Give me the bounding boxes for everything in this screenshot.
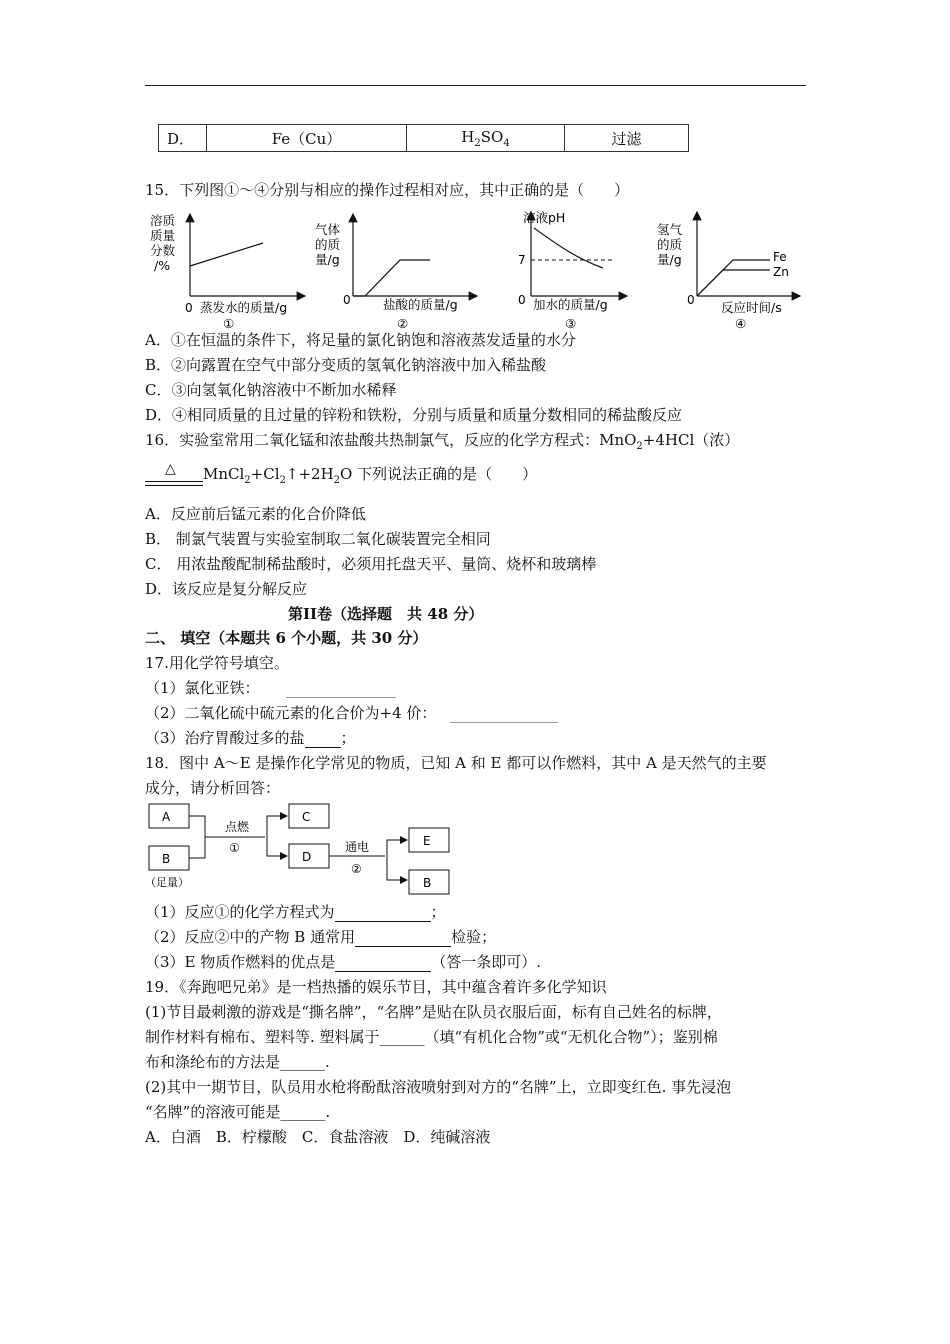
graph-4 xyxy=(657,212,800,331)
g1-origin: 0 xyxy=(185,301,193,315)
option-label: D． xyxy=(159,125,207,152)
g4-ylabel-2: 的质 xyxy=(657,237,683,252)
g3-ylabel: 溶液pH xyxy=(523,210,566,225)
answer-blank[interactable] xyxy=(335,955,431,972)
q16-option-b: B． 制氯气装置与实验室制取二氧化碳装置完全相同 xyxy=(145,530,491,548)
box-b-note: （足量） xyxy=(145,876,189,889)
q17-item-1: （1）氯化亚铁： xyxy=(145,678,396,698)
g1-number: ① xyxy=(223,316,235,331)
g4-zn-label: Zn xyxy=(773,265,789,279)
g1-ylabel-3: 分数 xyxy=(150,243,176,258)
q19-part2-line2: “名牌”的溶液可能是______. xyxy=(145,1103,331,1121)
g2-origin: 0 xyxy=(343,293,351,307)
delta-symbol: △ xyxy=(165,461,176,477)
g1-xlabel: 蒸发水的质量/g xyxy=(200,300,288,315)
g2-xlabel: 盐酸的质量/g xyxy=(383,297,458,312)
g4-zn-line xyxy=(697,270,770,296)
q19-part1-line2: 制作材料有棉布、塑料等. 塑料属于______（填“有机化合物”或“无机化合物”）；鉴别棉 xyxy=(145,1028,718,1046)
q17-item-2: （2）二氧化硫中硫元素的化合价为+4 价： xyxy=(145,703,558,723)
reaction-2-condition: 通电 xyxy=(345,840,370,854)
q15-option-b: B．②向露置在空气中部分变质的氢氧化钠溶液中加入稀盐酸 xyxy=(145,356,547,374)
q18-line-1: 18．图中 A～E 是操作化学常见的物质，已知 A 和 E 都可以作燃料，其中 A 是天然气的主要 xyxy=(145,754,767,772)
q19-stem: 19．《奔跑吧兄弟》是一档热播的娱乐节目，其中蕴含着许多化学知识 xyxy=(145,978,607,996)
q19-part2-line1: (2)其中一期节目，队员用水枪将酚酞溶液喷射到对方的“名牌”上，立即变红色. 事先浸泡 xyxy=(145,1078,732,1096)
q19-part1-line3: 布和涤纶布的方法是______. xyxy=(145,1053,330,1071)
g1-ylabel-2: 质量 xyxy=(150,228,176,243)
g4-ylabel-1: 氢气 xyxy=(657,222,683,237)
q15-option-a: A．①在恒温的条件下，将足量的氯化钠饱和溶液蒸发适量的水分 xyxy=(145,331,576,349)
heat-arrow xyxy=(145,461,203,491)
q15-option-d: D．④相同质量的且过量的锌粉和铁粉，分别与质量和质量分数相同的稀盐酸反应 xyxy=(145,406,683,424)
q15-stem: 15．下列图①～④分别与相应的操作过程相对应，其中正确的是（ ） xyxy=(145,181,630,199)
answer-blank[interactable] xyxy=(450,706,558,723)
g2-number: ② xyxy=(397,316,409,331)
g1-curve xyxy=(190,243,263,266)
q16-option-a: A．反应前后锰元素的化合价降低 xyxy=(145,505,366,523)
q18-line-2: 成分，请分析回答： xyxy=(145,779,281,797)
method-cell: 过滤 xyxy=(565,125,689,152)
q18-item-1: （1）反应①的化学方程式为 ； xyxy=(145,903,446,921)
answer-blank[interactable] xyxy=(305,731,341,748)
g4-ylabel-3: 量/g xyxy=(657,252,682,267)
graph-3 xyxy=(518,210,627,331)
section2-title: 二、 填空（本题共 6 个小题，共 30 分） xyxy=(145,629,428,647)
answer-blank[interactable] xyxy=(355,930,451,947)
g4-fe-line xyxy=(697,260,770,296)
g4-number: ④ xyxy=(735,316,747,331)
q15-graphs xyxy=(145,208,805,332)
q19-part1-line1: (1)节目最刺激的游戏是“撕名牌”，“名牌”是贴在队员衣服后面，标有自己姓名的标牌， xyxy=(145,1003,722,1021)
g4-origin: 0 xyxy=(687,293,695,307)
box-b-product-label: B xyxy=(423,876,432,890)
q17-stem: 17.用化学符号填空。 xyxy=(145,654,289,672)
box-b-label: B xyxy=(162,852,171,866)
header-rule xyxy=(145,85,806,86)
q17-item-3: （3）治疗胃酸过多的盐 ； xyxy=(145,729,356,747)
box-e-label: E xyxy=(423,834,431,848)
option-table xyxy=(158,124,689,152)
g3-origin: 0 xyxy=(518,293,526,307)
g3-curve xyxy=(534,228,603,268)
q16-option-c: C． 用浓盐酸配制稀盐酸时，必须用托盘天平、量筒、烧杯和玻璃棒 xyxy=(145,555,597,573)
g3-number: ③ xyxy=(565,316,577,331)
g1-ylabel-4: /% xyxy=(154,258,171,273)
g2-ylabel-2: 的质 xyxy=(315,237,341,252)
g2-ylabel-3: 量/g xyxy=(315,252,340,267)
box-d-label: D xyxy=(302,850,312,864)
q19-options: A．白酒 B．柠檬酸 C．食盐溶液 D．纯碱溶液 xyxy=(145,1128,491,1146)
g3-xlabel: 加水的质量/g xyxy=(533,297,608,312)
g4-xlabel: 反应时间/s xyxy=(721,300,782,315)
part2-title: 第II卷（选择题 共 48 分） xyxy=(288,605,484,623)
reaction-2-number: ② xyxy=(351,862,362,876)
box-a-label: A xyxy=(162,810,171,824)
table-row xyxy=(159,125,689,152)
answer-blank[interactable] xyxy=(335,905,431,922)
graph-2 xyxy=(315,214,477,331)
reaction-1-condition: 点燃 xyxy=(225,820,250,834)
q16-option-d: D．该反应是复分解反应 xyxy=(145,580,308,598)
answer-blank[interactable] xyxy=(286,681,396,698)
q18-item-2: （2）反应②中的产物 B 通常用 检验； xyxy=(145,928,497,946)
q18-item-3: （3）E 物质作燃料的优点是 （答一条即可）. xyxy=(145,953,542,971)
substance-cell: Fe（Cu） xyxy=(207,125,407,152)
q15-option-c: C．③向氢氧化钠溶液中不断加水稀释 xyxy=(145,381,397,399)
q16-stem: 16．实验室常用二氧化锰和浓盐酸共热制氯气，反应的化学方程式：MnO$_2$+4HCl（浓） xyxy=(145,431,740,452)
g2-ylabel-1: 气体 xyxy=(315,222,341,237)
g2-curve xyxy=(353,260,430,296)
reagent-cell: $H_2SO_4$ xyxy=(407,125,565,152)
g4-fe-label: Fe xyxy=(773,250,787,264)
box-c-label: C xyxy=(302,810,311,824)
graph-1 xyxy=(150,213,305,331)
g3-seven: 7 xyxy=(518,253,526,267)
g1-ylabel-1: 溶质 xyxy=(150,213,176,228)
q16-equation: △ $MnCl_2+Cl_2↑+2H_2O$ 下列说法正确的是（ ） xyxy=(145,464,537,491)
reaction-1-number: ① xyxy=(229,841,240,855)
q18-flow-diagram xyxy=(145,800,465,896)
